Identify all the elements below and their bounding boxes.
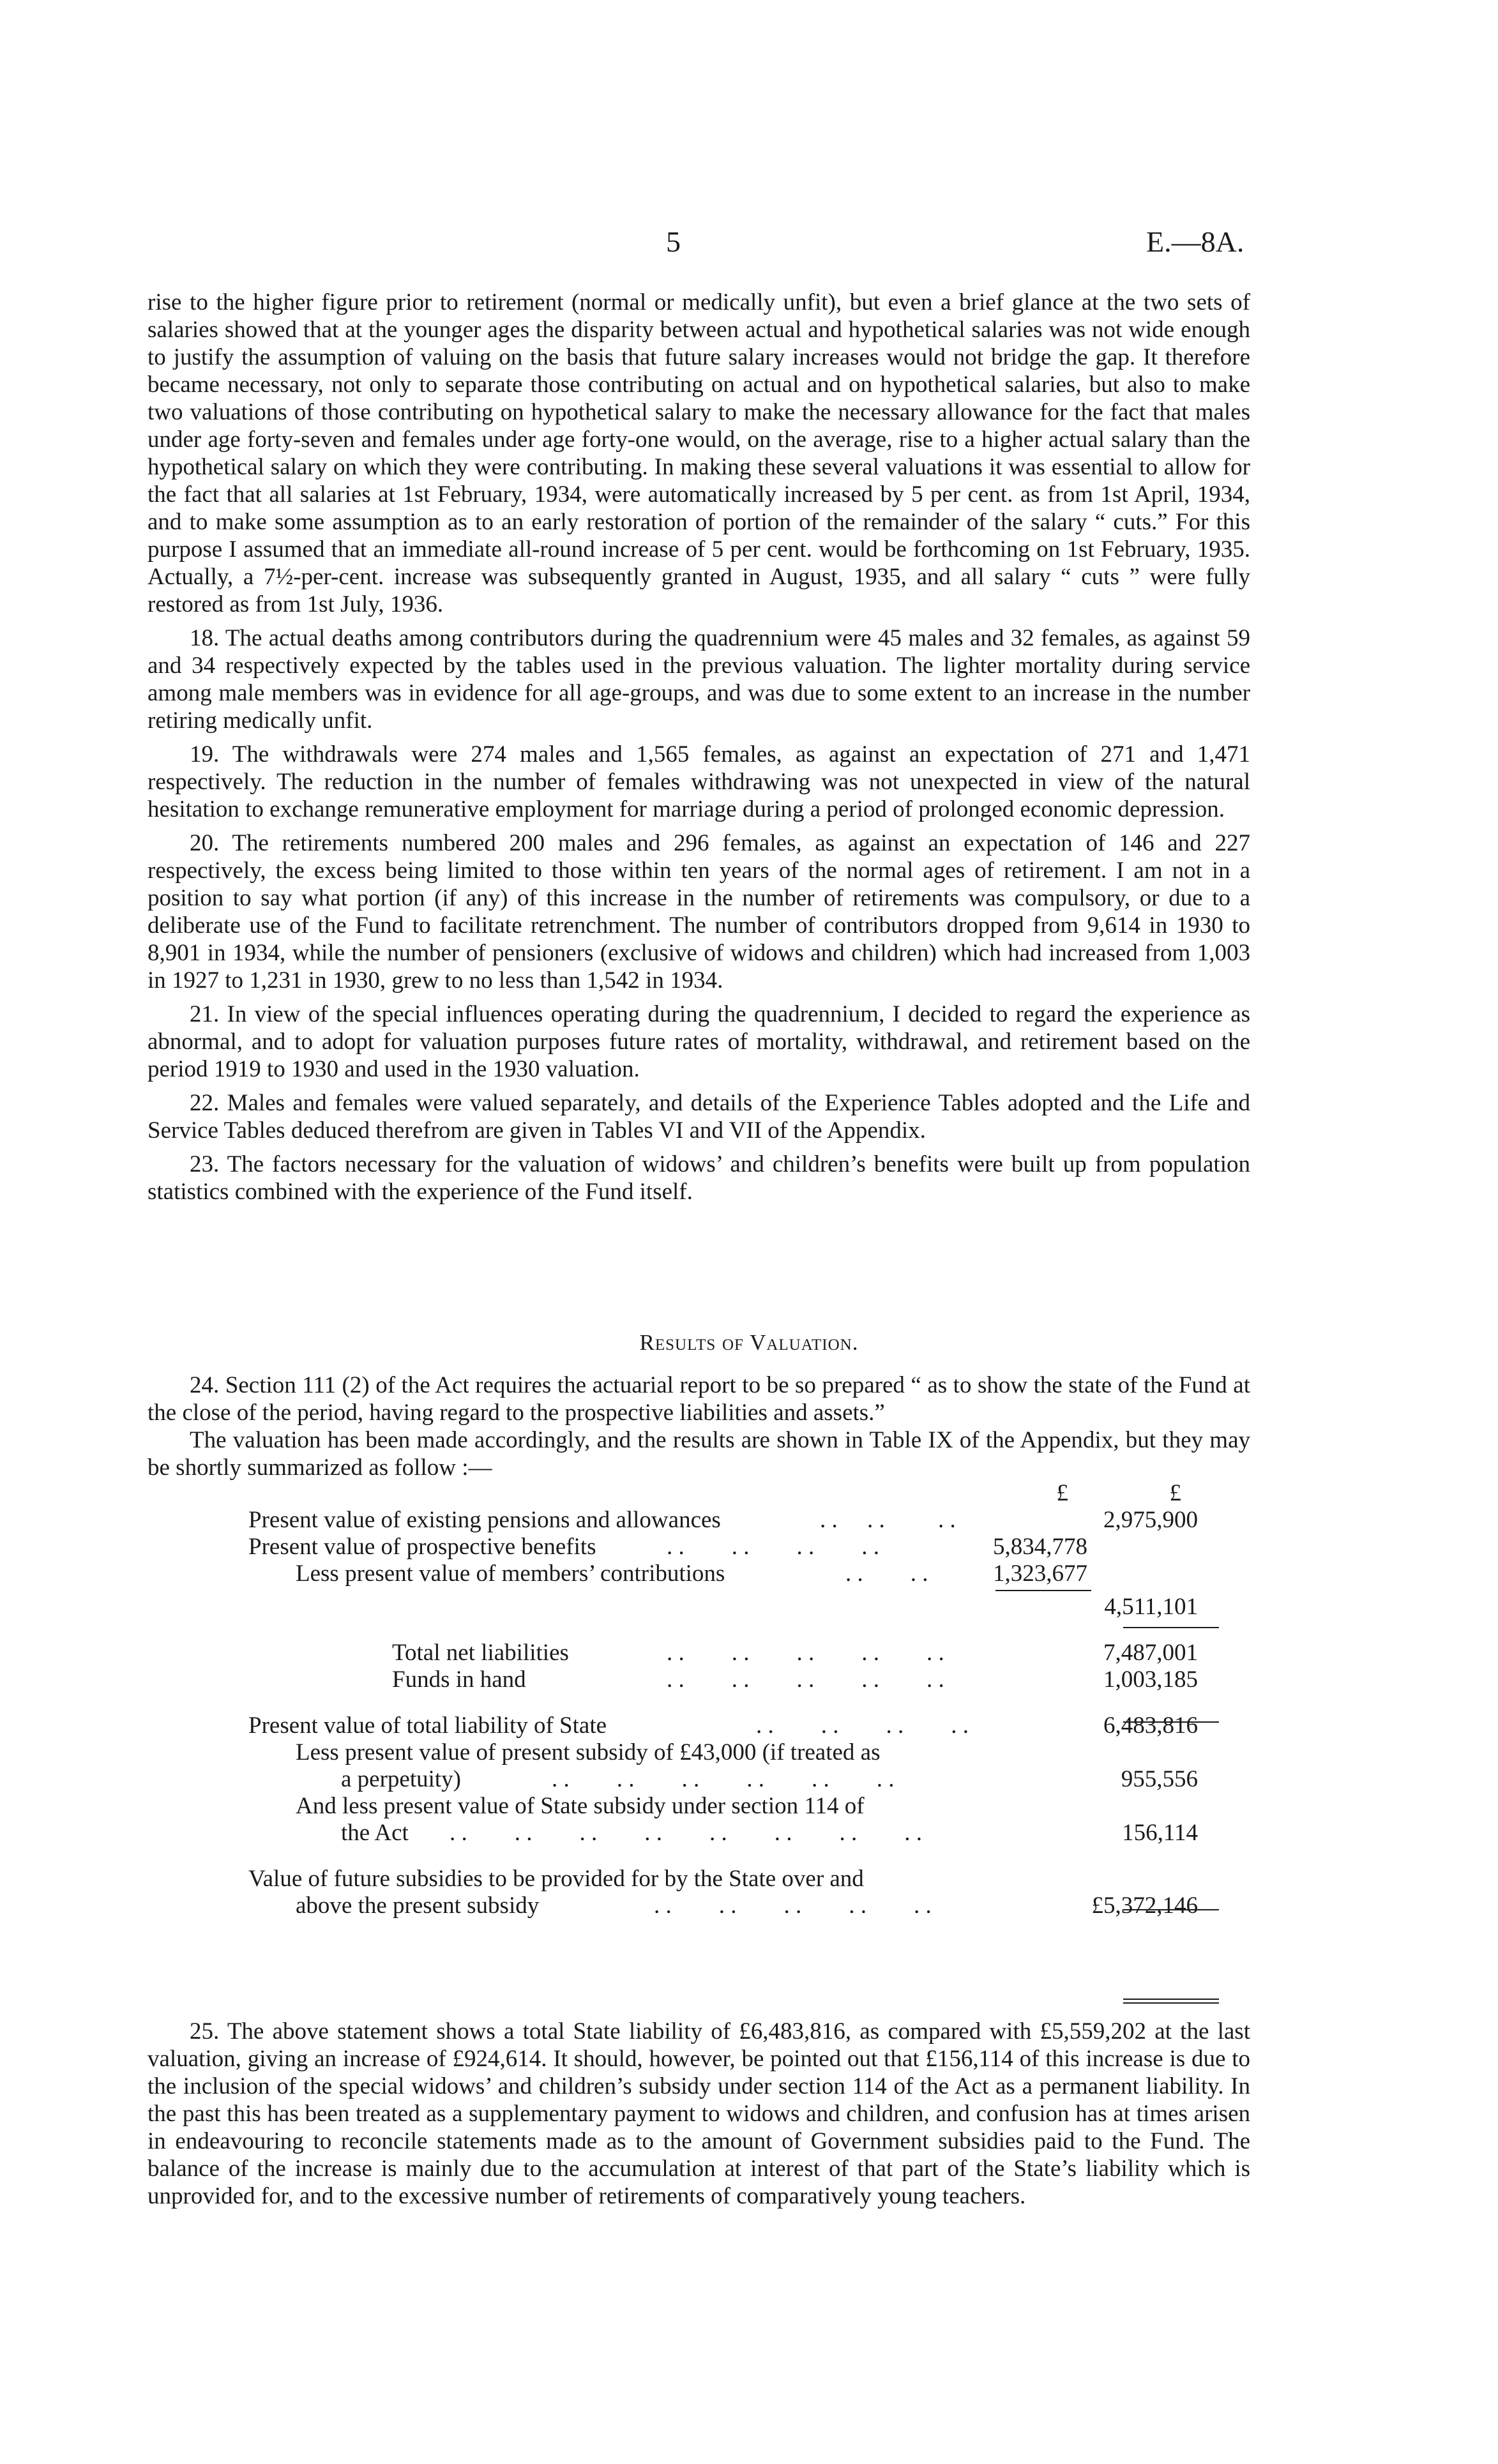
page-header — [0, 225, 1498, 263]
valuation-summary — [148, 1480, 1250, 1919]
total-double-rule — [1123, 2002, 1219, 2004]
paragraph-23: 23. The factors necessary for the valuation of widows’ and children’s benefits were built up from population statistics combined with the experience of the Fund itself. — [148, 1151, 1250, 1205]
summary-row — [148, 1561, 1250, 1587]
paragraph-21: 21. In view of the special influences operating during the quadrennium, I decided to regard the experience as abnormal, and to adopt for valuation purposes future rates of mortality, withdrawal, and retirement based on the period 1919 to 1930 and used in the 1930 valuation. — [148, 1001, 1250, 1082]
row-label: Less present value of members’ contributions — [296, 1561, 725, 1587]
summary-row — [148, 1866, 1250, 1893]
currency-symbol: £ — [1169, 1480, 1181, 1506]
summary-row — [148, 1534, 1250, 1561]
row-value: 156,114 — [1122, 1820, 1198, 1846]
row-label: Value of future subsidies to be provided for by the State over and — [248, 1866, 864, 1892]
row-label: Present value of prospective benefits — [248, 1534, 596, 1560]
leader-dots: . . . . . . . . . . . . — [552, 1766, 895, 1792]
row-value: 1,323,677 — [993, 1561, 1087, 1587]
row-label: And less present value of State subsidy under section 114 of — [296, 1793, 865, 1819]
row-value: 7,487,001 — [1103, 1640, 1198, 1666]
summary-row — [148, 1507, 1250, 1534]
row-value: 4,511,101 — [1104, 1594, 1198, 1620]
row-value: 5,834,778 — [993, 1534, 1087, 1560]
summary-row — [148, 1712, 1250, 1739]
row-value: 6,483,816 — [1103, 1712, 1198, 1739]
summary-row — [148, 1594, 1250, 1621]
summary-row — [148, 1893, 1250, 1919]
paragraph-20: 20. The retirements numbered 200 males and 296 females, as against an expectation of 146 and 227 respectively, the excess being limited to those within ten years of the normal ages of retirement. I am not in a position to say what portion (if any) of this increase in the number of retirements was compulsory, or due to a deliberate use of the Fund to facilitate retrenchment. The number of contributors dropped from 9,614 in 1930 to 8,901 in 1934, while the number of pensioners (exclusive of widows and children) which had increased from 1,003 in 1927 to 1,231 in 1930, grew to no less than 1,542 in 1934. — [148, 830, 1250, 994]
leader-dots: . . . . . . — [820, 1507, 956, 1533]
row-label: Present value of total liability of State — [248, 1712, 607, 1739]
paragraph-24: 24. Section 111 (2) of the Act requires the actuarial report to be so prepared “ as to show the state of the Fund at the close of the period, having regard to the prospective liabilities and assets.” — [148, 1372, 1250, 1426]
total-double-rule — [1123, 1999, 1219, 2000]
leader-dots: . . . . . . . . — [756, 1712, 969, 1739]
paragraph-22: 22. Males and females were valued separately, and details of the Experience Tables adopted and the Life and Service Tables deduced therefrom are given in Tables VI and VII of the Appendix. — [148, 1090, 1250, 1144]
document-reference: E.—8A. — [1146, 225, 1245, 258]
leader-dots: . . . . . . . . . . . . . . . . — [450, 1820, 922, 1846]
paragraph-18: 18. The actual deaths among contributors during the quadrennium were 45 males and 32 females, as against 59 and 34 respectively expected by the tables used in the previous valuation. The lighter mortality during service among male members was in evidence for all age-groups, and was due to some extent to an increase in the number retiring medically unfit. — [148, 625, 1250, 734]
body-text-results — [148, 1372, 1250, 1481]
currency-row — [148, 1480, 1250, 1507]
leader-dots: . . . . . . . . . . — [667, 1667, 944, 1693]
paragraph-24-continued: The valuation has been made accordingly, and the results are shown in Table IX of the Appendix, but they may be shortly summarized as follow :— — [148, 1427, 1250, 1481]
paragraph-continued: rise to the higher figure prior to retirement (normal or medically unfit), but even a brief glance at the two sets of salaries showed that at the younger ages the disparity between actual and hypothetical salaries was not wide enough to justify the assumption of valuing on the basis that future salary increases would not bridge the gap. It therefore became necessary, not only to separate those contributing on actual and on hypothetical salaries, but also to make two valuations of those contributing on hypothetical salary to make the necessary allowance for the fact that males under age forty-seven and females under age forty-one would, on the average, rise to a higher actual salary than the hypothetical salary on which they were contributing. In making these several valuations it was essential to allow for the fact that all salaries at 1st February, 1934, were automatically increased by 5 per cent. as from 1st April, 1934, and to make some assumption as to an early restoration of portion of the remainder of the salary “ cuts.” For this purpose I assumed that an immediate all-round increase of 5 per cent. would be forthcoming on 1st February, 1935. Actually, a 7½-per-cent. increase was subsequently granted in August, 1935, and all salary “ cuts ” were fully restored as from 1st July, 1936. — [148, 289, 1250, 617]
row-value: 955,556 — [1121, 1766, 1198, 1792]
row-label: Total net liabilities — [392, 1640, 569, 1666]
summary-row — [148, 1766, 1250, 1793]
leader-dots: . . . . . . . . . . — [667, 1640, 944, 1666]
row-value: 1,003,185 — [1103, 1667, 1198, 1693]
row-value: 2,975,900 — [1103, 1507, 1198, 1533]
row-label: a perpetuity) — [341, 1766, 461, 1792]
row-label: above the present subsidy — [296, 1893, 540, 1919]
row-label: the Act — [341, 1820, 409, 1846]
leader-dots: . . . . . . . . . . — [654, 1893, 932, 1919]
row-label: Present value of existing pensions and allowances — [248, 1507, 721, 1533]
row-label: Funds in hand — [392, 1667, 526, 1693]
summary-row — [148, 1820, 1250, 1847]
body-text-top — [148, 289, 1250, 1212]
paragraph-25: 25. The above statement shows a total State liability of £6,483,816, as compared with £5,559,202 at the last valuation, giving an increase of £924,614. It should, however, be pointed out that £156,114 of this increase is due to the inclusion of the special widows’ and children’s subsidy under section 114 of the Act as a permanent liability. In the past this has been treated as a supplementary payment to widows and children, and confusion has at times arisen in endeavouring to reconcile statements made as to the amount of Government subsidies paid to the Fund. The balance of the increase is mainly due to the accumulation at interest of that part of the State’s liability which is unprovided for, and to the excessive number of retirements of comparatively young teachers. — [148, 2018, 1250, 2209]
subtotal-rule — [1123, 1627, 1219, 1628]
section-heading: Results of Valuation. — [639, 1330, 859, 1355]
summary-row — [148, 1739, 1250, 1766]
leader-dots: . . . . — [845, 1561, 928, 1587]
currency-symbol: £ — [1056, 1480, 1068, 1506]
row-value: £5,372,146 — [1091, 1893, 1198, 1919]
summary-row — [148, 1667, 1250, 1693]
subtotal-rule — [995, 1590, 1091, 1591]
body-text-bottom — [148, 2018, 1250, 2216]
paragraph-19: 19. The withdrawals were 274 males and 1,565 females, as against an expectation of 271 and 1,471 respectively. The reduction in the number of females withdrawing was not unexpected in view of the natural hesitation to exchange remunerative employment for marriage during a period of prolonged economic depression. — [148, 741, 1250, 822]
summary-row — [148, 1640, 1250, 1667]
page-number: 5 — [666, 225, 681, 258]
leader-dots: . . . . . . . . — [667, 1534, 879, 1560]
row-label: Less present value of present subsidy of £43,000 (if treated as — [296, 1739, 881, 1765]
summary-row — [148, 1793, 1250, 1820]
